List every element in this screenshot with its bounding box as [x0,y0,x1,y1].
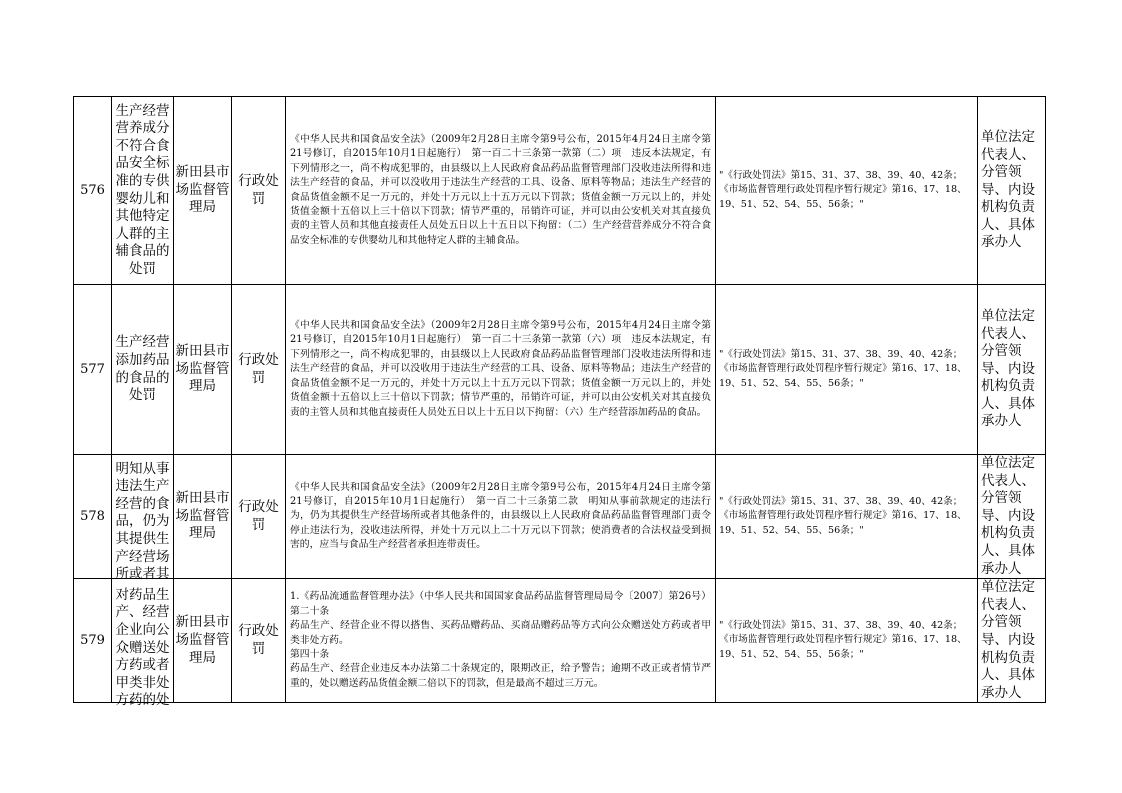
responsible-persons: 单位法定代表人、分管领导、内设机构负责人、具体承办人 [978,579,1046,703]
department: 新田县市场监督管理局 [174,97,232,285]
power-type: 行政处罚 [232,455,286,579]
item-name-text: 对药品生产、经营企业向公众赠送处方药或者甲类非处方药的处 [115,586,170,709]
item-name [112,455,174,583]
basis-line: 第四十条 [290,648,330,660]
row-number: 579 [74,579,112,703]
procedure-rules: "《行政处罚法》第15、31、37、38、39、40、42条；《市场监督管理行政处罚程序暂行规定》第16、17、18、19、51、52、54、55、56条；" [716,455,978,579]
row-number: 577 [74,285,112,455]
item-name: 生产经营营养成分不符合食品安全标准的专供婴幼儿和其他特定人群的主辅食品的处罚 [112,97,174,285]
item-name-text: 明知从事违法生产经营的食品，仍为其提供生产经营场所或者其 [115,460,170,583]
responsible-persons: 单位法定代表人、分管领导、内设机构负责人、具体承办人 [978,455,1046,579]
power-type: 行政处罚 [232,579,286,703]
basis-line: 药品生产、经营企业不得以搭售、买药品赠药品、买商品赠药品等方式向公众赠送处方药或者甲类非处方药。 [290,620,711,646]
row-number: 576 [74,97,112,285]
item-name: 生产经营添加药品的食品的处罚 [112,285,174,455]
department: 新田县市场监督管理局 [174,455,232,579]
table-row [74,97,1046,285]
row-number: 578 [74,455,112,579]
legal-basis: 《中华人民共和国食品安全法》（2009年2月28日主席令第9号公布，2015年4月24日主席令第21号修订，自2015年10月1日起施行） 第一百二十三条第二款 明知从事前款规定的违法行为，仍为其提供生产经营场所或者其他条件的，由县级以上人民政府食品药品监督管理部门责令停止违法行为，没收违法所得，并处十万元以上二十万元以下罚款；使消费者的合法权益受到损害的，应当与食品生产经营者承担连带责任。 [286,455,716,579]
enforcement-table [73,96,1046,709]
table-row [74,285,1046,455]
table-row [74,579,1046,703]
responsible-persons: 单位法定代表人、分管领导、内设机构负责人、具体承办人 [978,97,1046,285]
procedure-rules: "《行政处罚法》第15、31、37、38、39、40、42条；《市场监督管理行政处罚程序暂行规定》第16、17、18、19、51、52、54、55、56条；" [716,97,978,285]
item-name [112,579,174,709]
legal-basis [286,579,716,703]
legal-basis: 《中华人民共和国食品安全法》（2009年2月28日主席令第9号公布，2015年4月24日主席令第21号修订，自2015年10月1日起施行） 第一百二十三条第一款第（六）项 违反本法规定，有下列情形之一，尚不构成犯罪的，由县级以上人民政府食品药品监督管理部门没收违法所得和违法生产经营的食品，并可以没收用于违法生产经营的工具、设备、原料等物品；违法生产经营的食品货值金额不足一万元的，并处十万元以上十五万元以下罚款；货值金额一万元以上的，并处货值金额十五倍以上三十倍以下罚款；情节严重的，吊销许可证，并可以由公安机关对其直接负责的主管人员和其他直接责任人员处五日以上十五日以下拘留：（六）生产经营添加药品的食品。 [286,285,716,455]
department: 新田县市场监督管理局 [174,579,232,703]
basis-line: 药品生产、经营企业违反本办法第二十条规定的，限期改正，给予警告；逾期不改正或者情节严重的，处以赠送药品货值金额二倍以下的罚款，但是最高不超过三万元。 [290,663,711,689]
table-row [74,455,1046,579]
legal-basis: 《中华人民共和国食品安全法》（2009年2月28日主席令第9号公布，2015年4月24日主席令第21号修订，自2015年10月1日起施行） 第一百二十三条第一款第（二）项 违反本法规定，有下列情形之一，尚不构成犯罪的，由县级以上人民政府食品药品监督管理部门没收违法所得和违法生产经营的食品，并可以没收用于违法生产经营的工具、设备、原料等物品；违法生产经营的食品货值金额不足一万元的，并处十万元以上十五万元以下罚款；货值金额一万元以上的，并处货值金额十五倍以上三十倍以下罚款；情节严重的，吊销许可证，并可以由公安机关对其直接负责的主管人员和其他直接责任人员处五日以上十五日以下拘留：（二）生产经营营养成分不符合食品安全标准的专供婴幼儿和其他特定人群的主辅食品。 [286,97,716,285]
power-type: 行政处罚 [232,97,286,285]
basis-line: 1.《药品流通监督管理办法》（中华人民共和国国家食品药品监督管理局局令〔2007〕第26号）第二十条 [290,591,711,617]
procedure-rules: "《行政处罚法》第15、31、37、38、39、40、42条；《市场监督管理行政处罚程序暂行规定》第16、17、18、19、51、52、54、55、56条；" [716,579,978,703]
department: 新田县市场监督管理局 [174,285,232,455]
procedure-rules: "《行政处罚法》第15、31、37、38、39、40、42条；《市场监督管理行政处罚程序暂行规定》第16、17、18、19、51、52、54、55、56条；" [716,285,978,455]
power-type: 行政处罚 [232,285,286,455]
responsible-persons: 单位法定代表人、分管领导、内设机构负责人、具体承办人 [978,285,1046,455]
